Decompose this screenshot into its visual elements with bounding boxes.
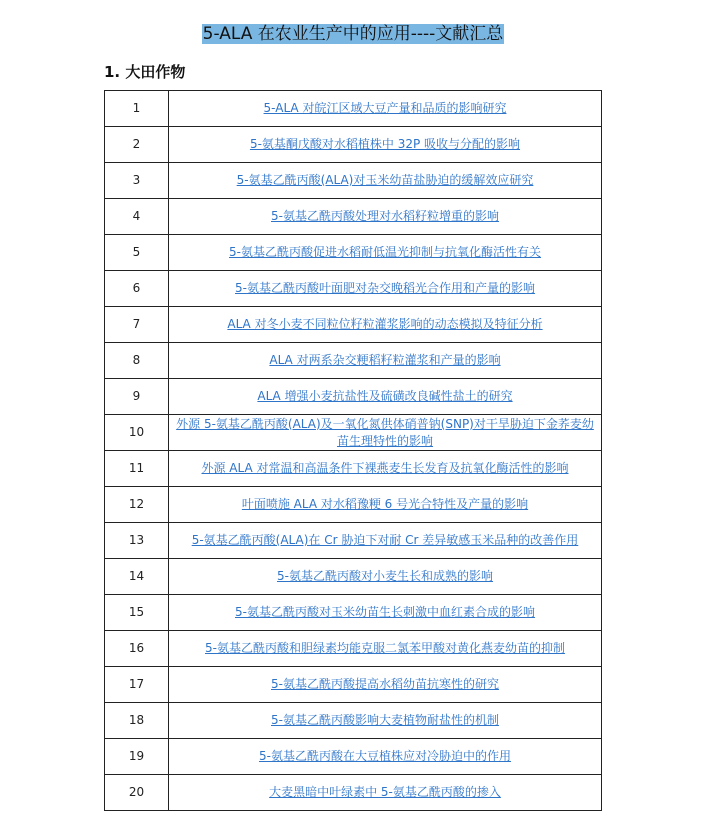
row-number: 12 bbox=[105, 487, 169, 523]
reference-cell bbox=[169, 307, 602, 343]
table-row bbox=[105, 451, 602, 487]
reference-cell bbox=[169, 703, 602, 739]
row-number: 13 bbox=[105, 523, 169, 559]
reference-cell bbox=[169, 343, 602, 379]
row-number: 17 bbox=[105, 667, 169, 703]
reference-cell bbox=[169, 739, 602, 775]
table-row bbox=[105, 703, 602, 739]
reference-link[interactable]: ALA 对冬小麦不同粒位籽粒灌浆影响的动态模拟及特征分析 bbox=[227, 317, 543, 331]
reference-link[interactable]: 5-ALA 对皖江区域大豆产量和品质的影响研究 bbox=[263, 101, 507, 115]
reference-cell bbox=[169, 163, 602, 199]
reference-cell bbox=[169, 127, 602, 163]
reference-link[interactable]: 外源 5-氨基乙酰丙酸(ALA)及一氧化氮供体硝普钠(SNP)对干旱胁迫下金荞麦幼苗生理特性的影响 bbox=[176, 416, 594, 448]
reference-cell bbox=[169, 379, 602, 415]
row-number: 7 bbox=[105, 307, 169, 343]
row-number: 19 bbox=[105, 739, 169, 775]
reference-link[interactable]: 外源 ALA 对常温和高温条件下裸燕麦生长发育及抗氧化酶活性的影响 bbox=[201, 461, 569, 475]
row-number: 9 bbox=[105, 379, 169, 415]
row-number: 16 bbox=[105, 631, 169, 667]
table-row bbox=[105, 343, 602, 379]
table-row bbox=[105, 559, 602, 595]
reference-link[interactable]: 5-氨基乙酰丙酸对小麦生长和成熟的影响 bbox=[277, 569, 493, 583]
table-row bbox=[105, 379, 602, 415]
reference-cell bbox=[169, 595, 602, 631]
row-number: 8 bbox=[105, 343, 169, 379]
table-row bbox=[105, 271, 602, 307]
reference-link[interactable]: 5-氨基乙酰丙酸对玉米幼苗生长刺激中血红素合成的影响 bbox=[235, 605, 535, 619]
row-number: 10 bbox=[105, 415, 169, 451]
table-row bbox=[105, 523, 602, 559]
row-number: 14 bbox=[105, 559, 169, 595]
reference-link[interactable]: 5-氨基乙酰丙酸处理对水稻籽粒增重的影响 bbox=[271, 209, 499, 223]
reference-cell bbox=[169, 91, 602, 127]
reference-link[interactable]: 叶面喷施 ALA 对水稻豫粳 6 号光合特性及产量的影响 bbox=[241, 497, 529, 511]
row-number: 18 bbox=[105, 703, 169, 739]
table-row bbox=[105, 631, 602, 667]
row-number: 4 bbox=[105, 199, 169, 235]
reference-cell bbox=[169, 271, 602, 307]
reference-link[interactable]: 5-氨基乙酰丙酸提高水稻幼苗抗寒性的研究 bbox=[271, 677, 499, 691]
table-row bbox=[105, 163, 602, 199]
reference-link[interactable]: 大麦黑暗中叶绿素中 5-氨基乙酰丙酸的掺入 bbox=[269, 785, 501, 799]
row-number: 2 bbox=[105, 127, 169, 163]
reference-cell bbox=[169, 667, 602, 703]
table-row bbox=[105, 91, 602, 127]
table-row bbox=[105, 739, 602, 775]
document-title bbox=[0, 22, 706, 46]
reference-cell bbox=[169, 631, 602, 667]
table-row bbox=[105, 667, 602, 703]
document-title-text: 5-ALA 在农业生产中的应用----文献汇总 bbox=[202, 24, 504, 44]
table-row bbox=[105, 235, 602, 271]
reference-cell bbox=[169, 235, 602, 271]
table-row bbox=[105, 775, 602, 811]
row-number: 11 bbox=[105, 451, 169, 487]
reference-link[interactable]: 5-氨基乙酰丙酸(ALA)对玉米幼苗盐胁迫的缓解效应研究 bbox=[236, 173, 534, 187]
reference-cell bbox=[169, 775, 602, 811]
reference-cell bbox=[169, 559, 602, 595]
row-number: 3 bbox=[105, 163, 169, 199]
reference-link[interactable]: ALA 对两系杂交粳稻籽粒灌浆和产量的影响 bbox=[269, 353, 501, 367]
row-number: 20 bbox=[105, 775, 169, 811]
table-row bbox=[105, 595, 602, 631]
reference-cell bbox=[169, 487, 602, 523]
section-heading: 1. 大田作物 bbox=[104, 63, 186, 81]
reference-link[interactable]: 5-氨基乙酰丙酸在大豆植株应对冷胁迫中的作用 bbox=[259, 749, 511, 763]
table-row bbox=[105, 415, 602, 451]
reference-link[interactable]: 5-氨基酮戊酸对水稻植株中 32P 吸收与分配的影响 bbox=[249, 137, 521, 151]
row-number: 5 bbox=[105, 235, 169, 271]
reference-link[interactable]: ALA 增强小麦抗盐性及硫磺改良碱性盐土的研究 bbox=[257, 389, 513, 403]
table-row bbox=[105, 199, 602, 235]
row-number: 15 bbox=[105, 595, 169, 631]
reference-link[interactable]: 5-氨基乙酰丙酸促进水稻耐低温光抑制与抗氧化酶活性有关 bbox=[229, 245, 541, 259]
reference-cell bbox=[169, 523, 602, 559]
reference-link[interactable]: 5-氨基乙酰丙酸(ALA)在 Cr 胁迫下对耐 Cr 差异敏感玉米品种的改善作用 bbox=[191, 533, 579, 547]
reference-table bbox=[104, 90, 602, 811]
table-row bbox=[105, 307, 602, 343]
row-number: 6 bbox=[105, 271, 169, 307]
table-row bbox=[105, 127, 602, 163]
reference-cell bbox=[169, 199, 602, 235]
reference-cell bbox=[169, 415, 602, 451]
table-row bbox=[105, 487, 602, 523]
reference-link[interactable]: 5-氨基乙酰丙酸和胆绿素均能克服二氯苯甲酸对黄化燕麦幼苗的抑制 bbox=[205, 641, 565, 655]
reference-link[interactable]: 5-氨基乙酰丙酸影响大麦植物耐盐性的机制 bbox=[271, 713, 499, 727]
reference-cell bbox=[169, 451, 602, 487]
reference-link[interactable]: 5-氨基乙酰丙酸叶面肥对杂交晚稻光合作用和产量的影响 bbox=[235, 281, 535, 295]
row-number: 1 bbox=[105, 91, 169, 127]
